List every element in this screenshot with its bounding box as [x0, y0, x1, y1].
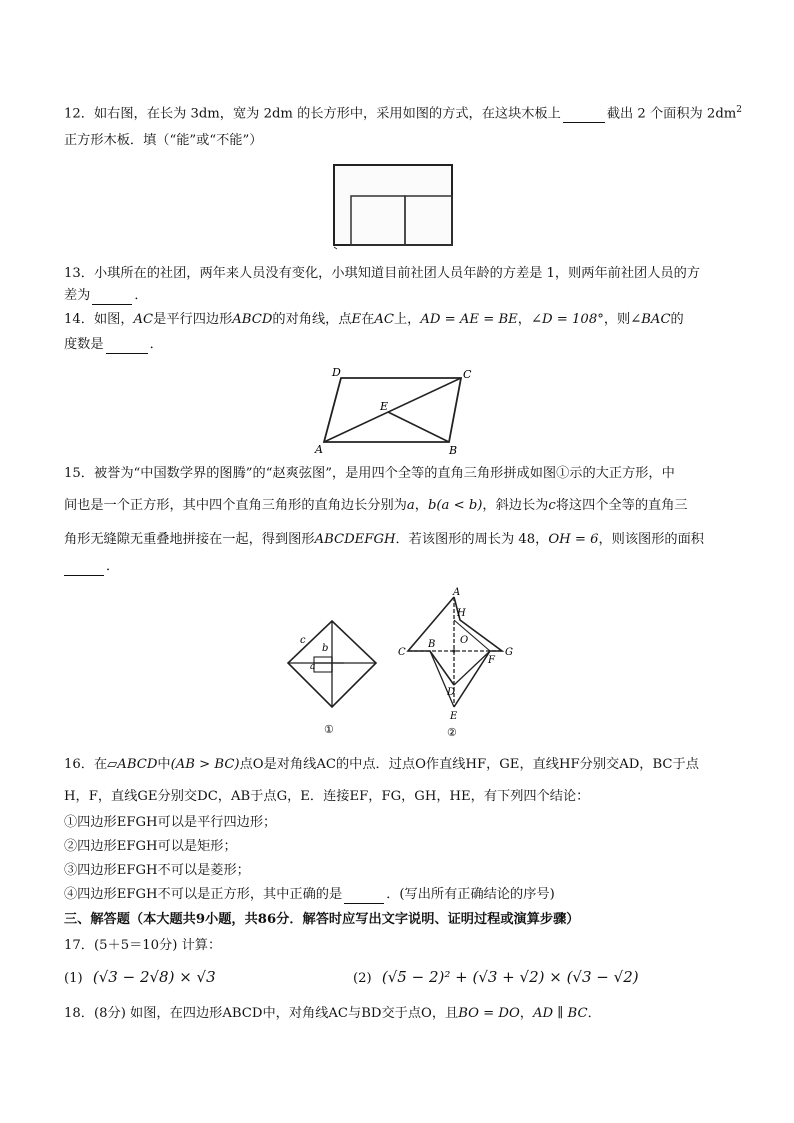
q14-label-c: C	[463, 368, 472, 381]
q16-condition: (AB > BC)	[170, 757, 240, 772]
q15-shape-name: ABCDEFGH	[314, 532, 396, 547]
q15-text-f: ．若该图形的周长为 48，	[395, 532, 549, 547]
q14-text-j: ．	[149, 337, 163, 352]
section-3-title-text: 三、解答题（本大题共9小题，共86分．解答时应写出文字说明、证明过程或演算步骤）	[64, 912, 580, 927]
q18-eq2: AD ∥ BC	[532, 1006, 588, 1021]
q16-line2	[64, 788, 589, 806]
q14-text-i: 度数是	[64, 337, 104, 352]
q17-sub1-expression: (√3 − 2√8) × √3	[92, 968, 216, 986]
q16-line1	[64, 756, 699, 774]
q14-text-e: 上，	[393, 312, 421, 327]
fig2-label-o: O	[460, 635, 469, 646]
q16-item2	[64, 838, 237, 856]
q18-eq1: BO = DO	[458, 1006, 520, 1021]
q15-answer-blank[interactable]	[64, 561, 104, 576]
q15-text-a: 间也是一个正方形，其中四个直角三角形的直角边长分别为	[64, 498, 407, 513]
q15-figure-2	[390, 585, 520, 741]
q16-shape: ▱ABCD	[107, 757, 158, 772]
q16-answer-blank[interactable]	[344, 889, 384, 904]
q14-label-e: E	[380, 400, 389, 413]
q15-text-c: ，斜边长为	[482, 498, 549, 513]
q13-text: 13．小琪所在的社团，两年来人员没有变化，小琪知道目前社团人员年龄的方差是 1，则两年前社团人员的方	[64, 266, 700, 281]
q17-sub2-expression: (√5 − 2)² + (√3 + √2) × (√3 − √2)	[381, 968, 639, 986]
q18-text-b: ，	[519, 1006, 533, 1021]
fig1-label-c: c	[300, 635, 306, 646]
fig1-label-b: b	[322, 643, 329, 654]
q13-line2	[64, 287, 148, 305]
q15-line4	[64, 558, 119, 576]
q14-eq1: AD = AE = BE	[420, 312, 518, 327]
q14-answer-blank[interactable]	[106, 339, 148, 354]
q15-line1	[64, 465, 675, 483]
q15-text-g: ，则该图形的面积	[598, 532, 704, 547]
q16-item4	[64, 886, 555, 904]
q16-text-c: 点O是对角线AC的中点．过点O作直线HF，GE，直线HF分别交AD，BC于点	[239, 757, 699, 772]
q17-sub2	[353, 968, 639, 988]
q12-answer-blank[interactable]	[563, 108, 605, 123]
q12-superscript: 2	[736, 105, 743, 115]
fig2-label-g: G	[505, 647, 513, 658]
fig2-label-c: C	[398, 647, 406, 658]
q14-text-c: 的对角线，点	[272, 312, 352, 327]
q14-eq2: ∠D = 108°	[530, 312, 604, 327]
q14-text-a: 14．如图，	[64, 312, 134, 327]
q12-figure	[327, 163, 457, 253]
q15-text-b: ，	[414, 498, 428, 513]
fig2-label-a: A	[453, 587, 461, 598]
q15-text-e: 角形无缝隙无重叠地拼接在一起，得到图形	[64, 532, 315, 547]
q17-sub1	[64, 968, 216, 988]
q14-math-ac2: AC	[374, 312, 394, 327]
q13-answer-blank[interactable]	[92, 290, 132, 305]
q13-line1	[64, 265, 700, 283]
q14-math-e: E	[351, 312, 362, 327]
q16-text-a: 16．在	[64, 757, 108, 772]
q15-line2	[64, 497, 688, 515]
q15-condition: (a < b)	[436, 498, 483, 513]
q12-text: 12．如右图，在长为 3dm，宽为 2dm 的长方形中，采用如图的方式，在这块木板上	[64, 106, 561, 122]
q12-line1	[64, 101, 742, 123]
q17-sub2-label: (2)	[353, 971, 372, 986]
q15-text: 15．被誉为“中国数学界的图腾”的“赵爽弦图”，是用四个全等的直角三角形拼成如图①示的大正方形，中	[64, 466, 675, 481]
q15-text-d: 将这四个全等的直角三	[555, 498, 688, 513]
q15-text-h: ．	[106, 559, 120, 574]
q14-text-b: 是平行四边形	[153, 312, 233, 327]
q16-conclusion-4: ④四边形EFGH不可以是正方形，其中正确的是	[64, 887, 343, 902]
q16-text-b: 中	[157, 757, 171, 772]
q14-math-ac: AC	[133, 312, 154, 327]
q13-text-2: 差为	[64, 288, 91, 303]
q14-label-a: A	[315, 443, 323, 456]
q15-math-b: b	[427, 498, 437, 513]
fig2-number: ②	[447, 726, 457, 739]
fig2-label-e: E	[450, 711, 458, 722]
q14-figure	[312, 362, 482, 462]
fig1-number: ①	[324, 723, 334, 736]
q17-sub1-label: (1)	[64, 971, 83, 986]
q15-eq: OH = 6	[548, 532, 599, 547]
q12-text-2: 截出 2 个面积为 2dm	[606, 106, 737, 122]
q17-title-text: 17．(5＋5＝10分) 计算：	[64, 938, 222, 953]
q16-conclusion-2: ②四边形EFGH可以是矩形；	[64, 839, 237, 854]
q14-line2	[64, 336, 163, 354]
q16-text-d: H，F，直线GE分别交DC，AB于点G，E．连接EF，FG，GH，HE，有下列四个结论：	[64, 789, 590, 804]
q14-text-h: 的	[670, 312, 684, 327]
q14-label-b: B	[449, 444, 458, 457]
fig2-label-b: B	[428, 639, 436, 650]
fig1-label-a: a	[310, 662, 316, 672]
q16-item1	[64, 814, 276, 832]
section-3-title	[64, 911, 579, 929]
q14-label-d: D	[332, 366, 341, 379]
q14-math-abcd: ABCD	[232, 312, 273, 327]
q16-conclusion-1: ①四边形EFGH可以是平行四边形；	[64, 815, 277, 830]
q12-line2	[64, 132, 262, 150]
q16-text-e: ．(写出所有正确结论的序号)	[386, 887, 555, 902]
q14-text-f: ，	[517, 312, 531, 327]
q18-text-c: ．	[587, 1006, 601, 1021]
q15-line3	[64, 531, 704, 549]
q17-title	[64, 937, 221, 955]
q18-text-a: 18．(8分) 如图，在四边形ABCD中，对角线AC与BD交于点O，且	[64, 1006, 459, 1021]
q13-text-3: ．	[134, 288, 148, 303]
q15-math-a: a	[406, 498, 415, 513]
q12-text-3: 正方形木板．填（“能”或“不能”）	[64, 133, 263, 148]
q14-text-d: 在	[361, 312, 375, 327]
q15-figure-1	[284, 617, 380, 739]
q14-line1	[64, 311, 684, 329]
fig2-label-h: H	[457, 608, 466, 619]
fig2-label-d: D	[447, 687, 456, 698]
q14-text-g: ，则	[603, 312, 631, 327]
q16-conclusion-3: ③四边形EFGH不可以是菱形；	[64, 863, 250, 878]
q18-line1	[64, 1005, 601, 1023]
q15-math-c: c	[548, 498, 556, 513]
q14-eq3: ∠BAC	[630, 312, 671, 327]
fig2-label-f: F	[488, 655, 495, 666]
q16-item3	[64, 862, 250, 880]
